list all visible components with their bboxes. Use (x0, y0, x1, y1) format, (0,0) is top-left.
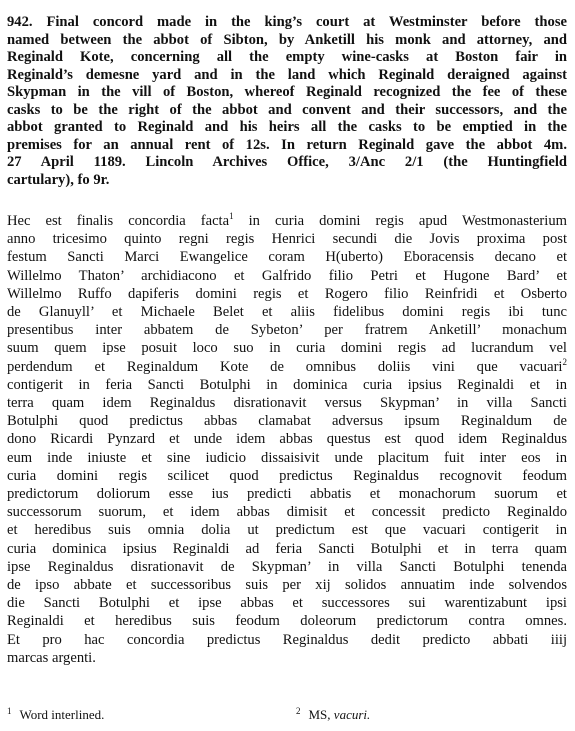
entry-heading (7, 14, 567, 189)
footnote-1 (7, 706, 104, 723)
heading-line: premises for an annual rent of 12s. In return Reginald gave the abbot 4m. (7, 136, 567, 153)
heading-line: named between the abbot of Sibton, by Anketill his monk and attorney, and (7, 31, 567, 48)
latin-text (7, 212, 567, 667)
text-segment: in curia domini regis apud Westmonasterium (233, 213, 567, 229)
heading-line: Skypman in the vill of Boston, whereof Reginald recognized the fee of these (7, 84, 567, 100)
heading-line: Reginald Kote, concerning all the empty wine-casks at Boston fair in (7, 49, 567, 65)
text-line (7, 212, 567, 230)
heading-line: 942. Final concord made in the king’s court at Westminster before those (7, 14, 567, 30)
text-line: Et pro hac concordia predictus Reginaldus dedit predicto abbati iiij (7, 631, 567, 648)
text-line: presentibus inter abbatem de Sybeton’ per fratrem Anketill’ monachum (7, 322, 567, 339)
footnote-text: Word interlined. (19, 707, 105, 722)
document-page (7, 14, 567, 667)
text-line: predictorum doliorum esse ius predicti abbatis et monachorum suorum et (7, 486, 567, 503)
text-line: marcas argenti. (7, 649, 96, 666)
heading-line: cartulary), fo 9r. (7, 171, 110, 188)
heading-line: 27 April 1189. Lincoln Archives Office, 3/Anc 2/1 (the Huntingfield (7, 154, 567, 170)
text-line (7, 358, 567, 376)
footnote-mark: 1 (7, 706, 12, 716)
text-line: contigerit in feria Sancti Botulphi in dominica curia ipsius Reginaldi et in (7, 376, 567, 393)
footnote-ref-1: 1 (229, 211, 234, 221)
text-line: Willelmo Thaton’ archidiacono et Galfrido filio Petri et Hugone Bard’ et (7, 267, 567, 284)
text-line: successorum suorum, et idem abbas dimisit et concessit predicto Reginaldo (7, 504, 567, 521)
text-line: de ipso abbate et successoribus suis per xij solidos annuatim inde solvendos (7, 577, 567, 594)
footnote-mark: 2 (296, 706, 301, 716)
text-segment: perdendum et Reginaldum Kote de omnibus doliis vini que vacuari (7, 358, 563, 375)
text-line: festum Sancti Marci Ewangelice coram H(uberto) Eboracensis decano et (7, 249, 567, 266)
text-line: eum inde iniuste et sine iudicio dissaisivit unde placitum fuit inter eos in (7, 449, 567, 466)
text-line: Reginaldi et heredibus suis feodum doleorum predictorum contra omnes. (7, 613, 567, 630)
text-line: dono Ricardi Pynzard et unde idem abbas questus est quod idem Reginaldus (7, 431, 567, 448)
text-line: terra quam idem Reginaldus disrationavit versus Skypman’ in villa Sancti (7, 395, 567, 412)
text-line: suum quem ipse posuit loco suo in curia domini regis ad lucrandum vel (7, 340, 567, 357)
text-line: die Sancti Botulphi et ipse abbas et successores sui warentizabunt ipsi (7, 595, 567, 612)
text-line: curia domini regis scilicet quod predictus Reginaldus recognovit feodum (7, 467, 567, 484)
text-line: et heredibus suis omnia dolia ut predictum est que vacuari contigerit in (7, 522, 567, 539)
footnote-ref-2: 2 (562, 356, 567, 367)
text-line: Willelmo Ruffo dapiferis domini regis et Rogero filio Reinfridi et Osberto (7, 285, 567, 302)
footnote-text-italic: vacuri. (333, 707, 371, 722)
heading-line: casks to be the right of the abbot and convent and their successors, and the (7, 101, 567, 118)
text-line: curia dominica ipsius Reginaldi ad feria Sancti Botulphi et in terra quam (7, 540, 567, 557)
text-line: ipse Reginaldus disrationavit de Skypman’ in villa Sancti Botulphi tenenda (7, 558, 567, 575)
text-segment: Hec est finalis concordia facta (7, 213, 230, 229)
heading-line: abbot granted to Reginald and his heirs all the casks to be emptied in the (7, 119, 567, 135)
footnote-text: MS, (308, 707, 334, 722)
text-line: anno tricesimo quinto regni regis Henrici secundi die Jovis proxima post (7, 231, 567, 248)
footnote-2 (296, 706, 370, 723)
text-line: Botulphi quod predictus abbas clamabat adversus ipsum Reginaldum de (7, 413, 567, 430)
heading-line: Reginald’s demesne yard and in the land which Reginald deraigned against (7, 66, 567, 83)
text-line: de Glanuyll’ et Michaele Belet et aliis fidelibus domini regis ibi tunc (7, 304, 567, 321)
